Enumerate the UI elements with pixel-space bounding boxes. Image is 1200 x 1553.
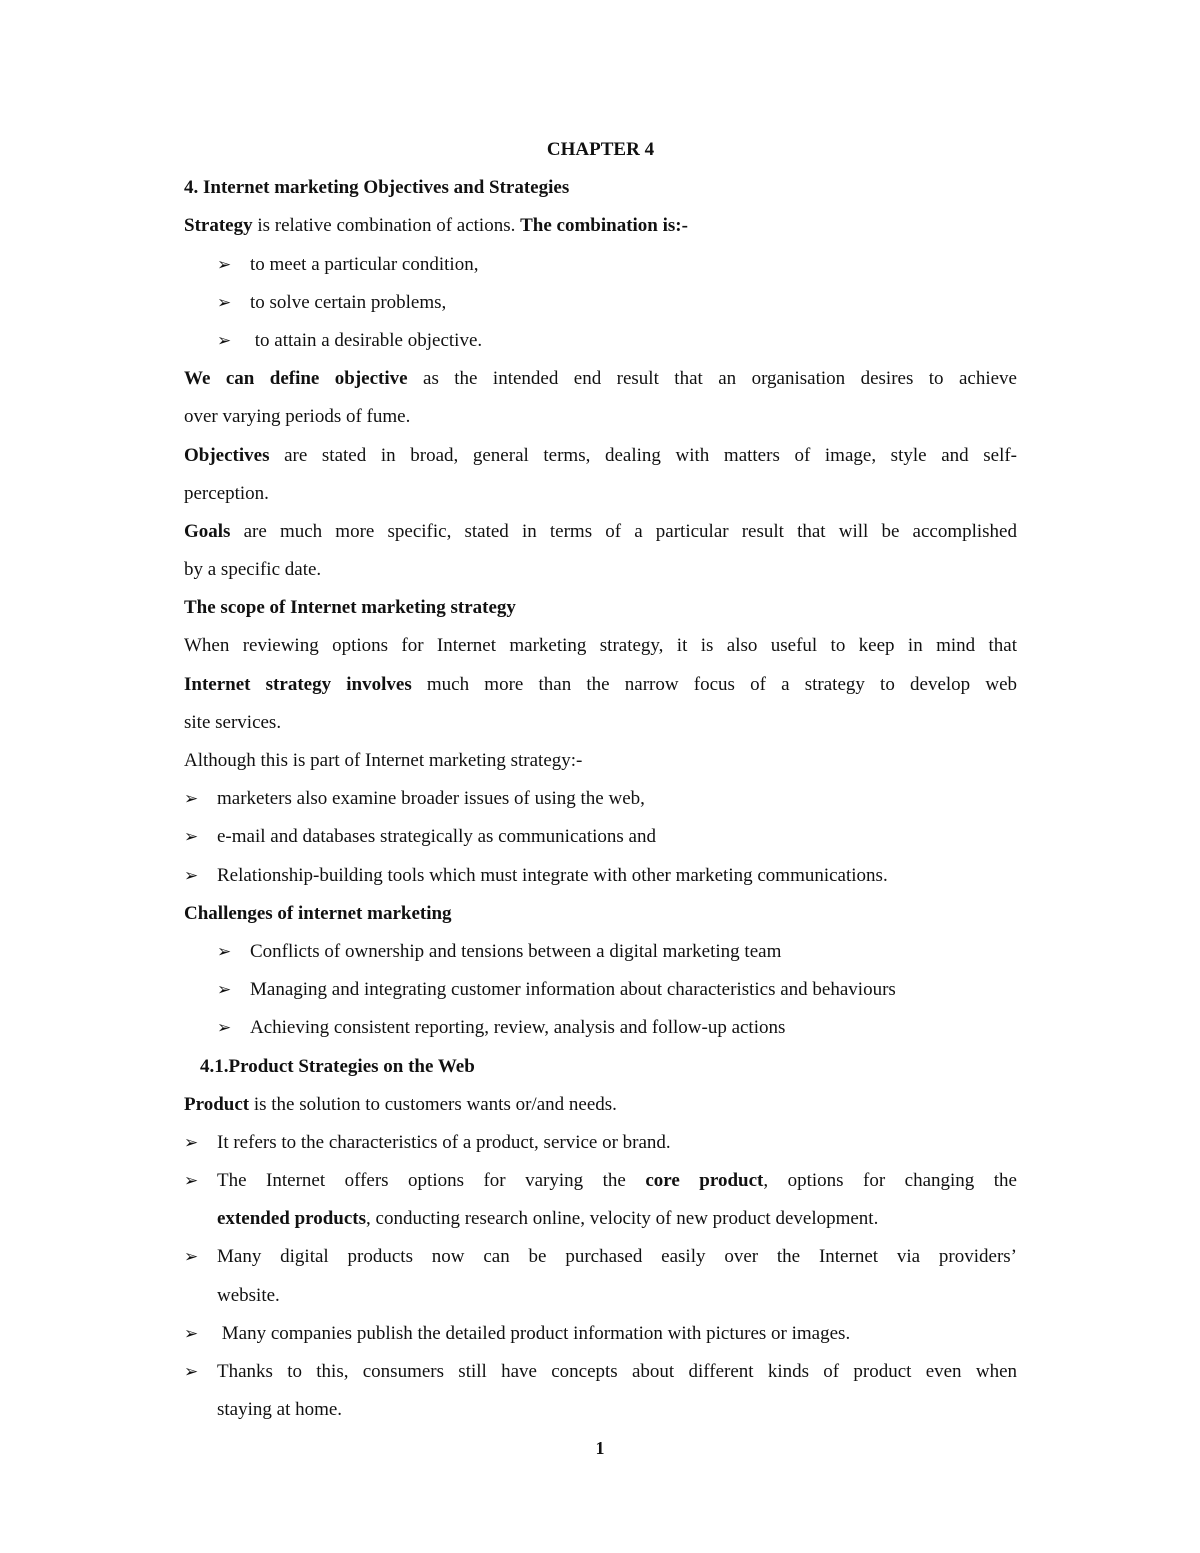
list-item-cont: website. [217, 1284, 280, 1306]
arrow-bullet-icon: ➢ [184, 1171, 199, 1191]
list-item [184, 1162, 1017, 1200]
arrow-bullet-icon: ➢ [184, 1362, 199, 1381]
list-item-text: Thanks to this, consumers still have concepts about different kinds of product even when [217, 1361, 1017, 1382]
arrow-bullet-icon: ➢ [217, 980, 232, 1000]
arrow-bullet-icon: ➢ [217, 330, 232, 350]
arrow-bullet-icon: ➢ [217, 292, 232, 312]
list-item [184, 1315, 1017, 1353]
section-heading: 4. Internet marketing Objectives and Strategies [184, 177, 570, 199]
list-item-text: It refers to the characteristics of a product, service or brand. [217, 1131, 671, 1153]
objectives-paragraph [184, 437, 1017, 475]
list-item [184, 780, 1017, 818]
list-item-text: , conducting research online, velocity of new product development. [366, 1208, 879, 1230]
product-heading: 4.1.Product Strategies on the Web [200, 1055, 475, 1077]
although-line: Although this is part of Internet marketing strategy:- [184, 750, 583, 771]
scope-paragraph-cont [184, 666, 1017, 704]
list-item-text: Relationship-building tools which must integrate with other marketing communications. [217, 864, 888, 886]
list-item-text: marketers also examine broader issues of using the web, [217, 788, 645, 810]
scope-paragraph-end: site services. [184, 711, 282, 733]
text-fragment: The Internet offers options for varying the [217, 1170, 646, 1192]
scope-text: much more than the narrow focus of a strategy to develop web [411, 673, 1017, 695]
list-item [184, 1238, 1017, 1276]
strategy-definition [184, 207, 1017, 245]
objective-text: as the intended end result that an organisation desires to achieve [407, 368, 1017, 390]
list-item-cont [184, 1200, 1017, 1238]
goals-term: Goals [184, 520, 231, 542]
arrow-bullet-icon: ➢ [184, 1323, 199, 1343]
list-item-text: to attain a desirable objective. [250, 329, 483, 351]
arrow-bullet-icon: ➢ [217, 941, 232, 961]
strategy-text: is relative combination of actions. [252, 215, 521, 237]
scope-heading: The scope of Internet marketing strategy [184, 597, 516, 619]
list-item [184, 1124, 1017, 1162]
arrow-bullet-icon: ➢ [217, 254, 232, 274]
strategy-tail: The combination is:- [520, 215, 688, 237]
extended-products-term: extended products [217, 1208, 367, 1230]
list-item-text: to solve certain problems, [250, 291, 447, 313]
goals-text: are much more specific, stated in terms of a particular result that will be accomplished [230, 520, 1017, 542]
arrow-bullet-icon: ➢ [184, 1132, 199, 1152]
list-item-text: e-mail and databases strategically as communications and [217, 826, 656, 848]
list-item-text: Many companies publish the detailed product information with pictures or images. [217, 1322, 851, 1344]
list-item-text: Achieving consistent reporting, review, analysis and follow-up actions [250, 1017, 786, 1039]
page-content [184, 131, 1017, 1429]
chapter-title: CHAPTER 4 [546, 139, 655, 160]
list-item [184, 971, 1017, 1009]
list-item [184, 322, 1017, 360]
page-number: 1 [595, 1438, 605, 1458]
list-item-cont: staying at home. [217, 1399, 343, 1421]
arrow-bullet-icon: ➢ [217, 1018, 232, 1038]
list-item-text: Many digital products now can be purchased easily over the Internet via providers’ [217, 1246, 1017, 1268]
list-item [184, 284, 1017, 322]
objectives-text: are stated in broad, general terms, dealing with matters of image, style and self- [269, 444, 1017, 466]
product-term: Product [184, 1093, 250, 1115]
arrow-bullet-icon: ➢ [184, 827, 199, 847]
list-item [184, 246, 1017, 284]
list-item-text: Conflicts of ownership and tensions between a digital marketing team [250, 940, 782, 962]
list-item [184, 857, 1017, 895]
arrow-bullet-icon: ➢ [184, 865, 199, 885]
text-fragment: , options for changing the [763, 1170, 1017, 1192]
list-item-text [217, 1162, 1017, 1200]
objectives-term: Objectives [184, 444, 270, 466]
arrow-bullet-icon: ➢ [184, 1247, 199, 1267]
core-product-term: core product [645, 1170, 764, 1192]
product-definition [184, 1086, 1017, 1124]
list-item [184, 818, 1017, 856]
scope-term: Internet strategy involves [184, 673, 412, 695]
list-item-text: to meet a particular condition, [250, 253, 479, 275]
objective-definition [184, 360, 1017, 398]
list-item-text: Managing and integrating customer information about characteristics and behaviours [250, 979, 896, 1001]
strategy-term: Strategy [184, 215, 253, 237]
list-item [184, 1353, 1017, 1391]
objective-term: We can define objective [184, 368, 408, 390]
objectives-paragraph-cont: perception. [184, 482, 269, 504]
challenges-heading: Challenges of internet marketing [184, 902, 452, 924]
scope-paragraph: When reviewing options for Internet marketing strategy, it is also useful to keep in mind that [184, 635, 1017, 657]
goals-paragraph [184, 513, 1017, 551]
product-text: is the solution to customers wants or/and needs. [249, 1093, 617, 1115]
objective-definition-cont: over varying periods of fume. [184, 406, 411, 428]
list-item [184, 1009, 1017, 1047]
goals-paragraph-cont: by a specific date. [184, 559, 322, 581]
arrow-bullet-icon: ➢ [184, 789, 199, 809]
list-item [184, 933, 1017, 971]
